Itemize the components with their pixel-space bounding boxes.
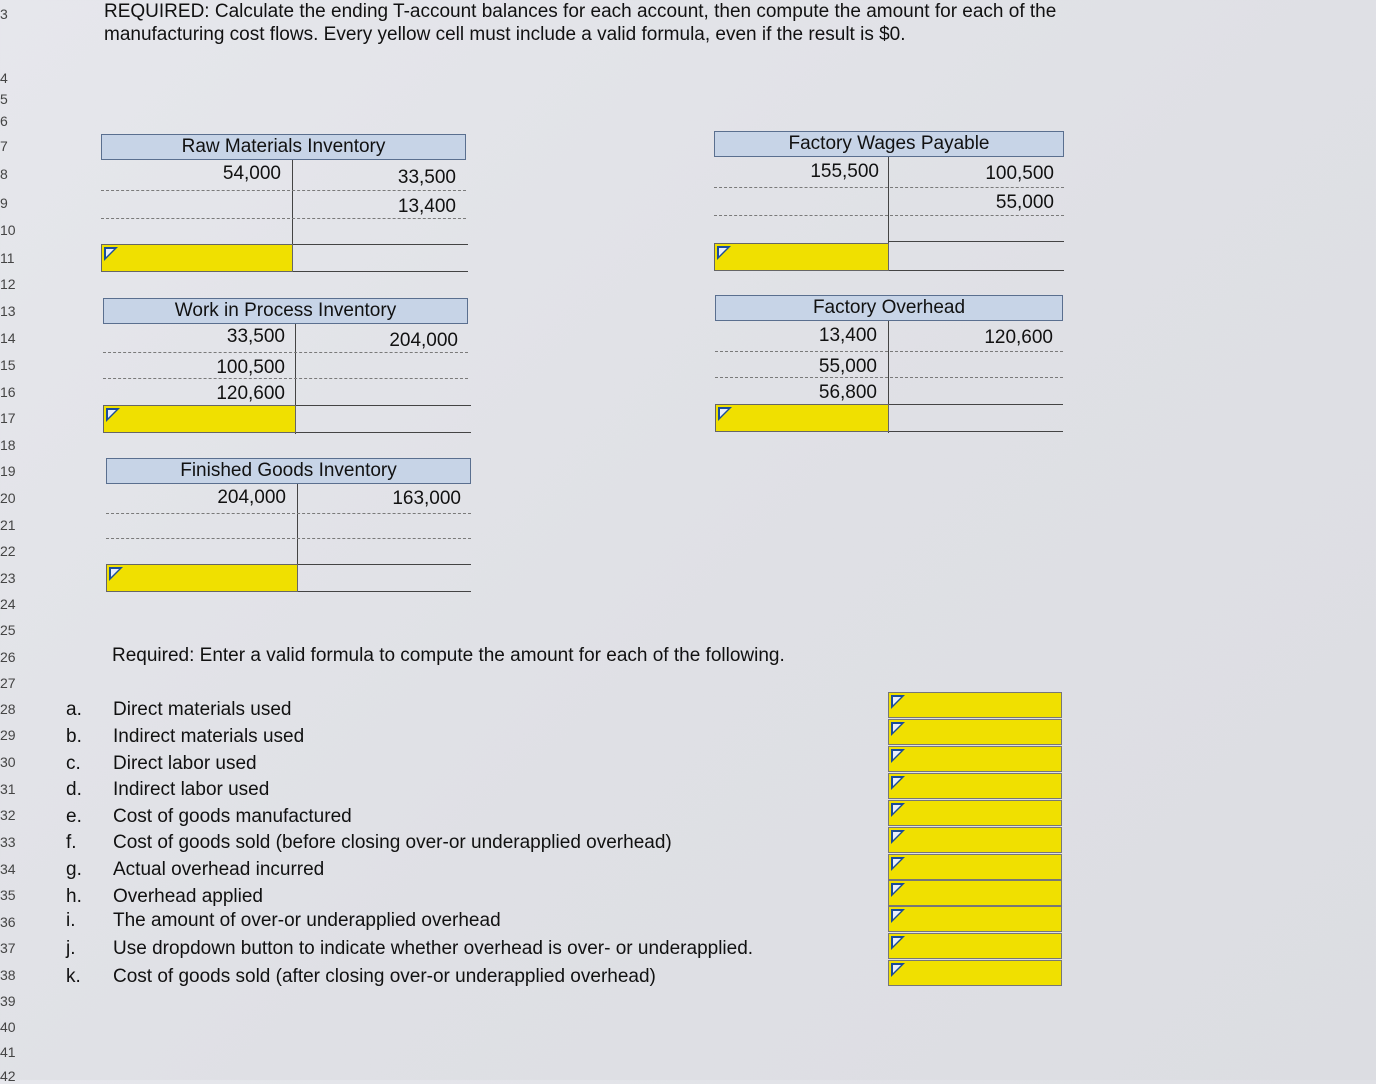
row-separator	[714, 187, 1064, 188]
question-letter: e.	[66, 806, 82, 827]
row-separator	[101, 190, 466, 191]
debit-cell[interactable]: 204,000	[217, 487, 286, 508]
comment-marker-icon	[891, 936, 905, 950]
row-separator	[106, 538, 471, 539]
question-text: Indirect materials used	[113, 726, 305, 747]
answer-cell[interactable]	[888, 800, 1062, 826]
question-text: Cost of goods sold (after closing over-or underapplied overhead)	[113, 966, 656, 987]
t-rule	[889, 270, 1064, 271]
t-rule	[298, 564, 471, 565]
t-account-title[interactable]: Raw Materials Inventory	[101, 134, 466, 160]
required-heading: Required: Enter a valid formula to compute the amount for each of the following.	[112, 645, 785, 666]
credit-cell[interactable]: 120,600	[984, 327, 1053, 348]
row-number[interactable]: 27	[0, 675, 16, 691]
ending-balance-cell[interactable]	[106, 564, 298, 592]
comment-marker-icon	[891, 963, 905, 977]
row-number[interactable]: 40	[0, 1019, 16, 1035]
row-number[interactable]: 15	[0, 357, 16, 373]
row-number[interactable]: 23	[0, 570, 16, 586]
row-number[interactable]: 39	[0, 993, 16, 1009]
comment-marker-icon	[891, 909, 905, 923]
question-text: The amount of over-or underapplied overhead	[113, 910, 501, 931]
row-number[interactable]: 8	[0, 166, 8, 182]
question-text: Indirect labor used	[113, 779, 270, 800]
row-number[interactable]: 19	[0, 463, 16, 479]
row-number[interactable]: 6	[0, 113, 8, 129]
t-account-title[interactable]: Factory Overhead	[715, 295, 1063, 321]
question-letter: i.	[66, 910, 76, 931]
row-number[interactable]: 36	[0, 914, 16, 930]
t-rule	[889, 431, 1063, 432]
question-text: Cost of goods sold (before closing over-or underapplied overhead)	[113, 832, 672, 853]
t-rule	[293, 244, 468, 245]
comment-marker-icon	[891, 883, 905, 897]
row-number[interactable]: 26	[0, 649, 16, 665]
comment-marker-icon	[106, 408, 120, 422]
question-text: Direct materials used	[113, 699, 292, 720]
comment-marker-icon	[891, 695, 905, 709]
row-number[interactable]: 35	[0, 887, 16, 903]
row-number[interactable]: 29	[0, 727, 16, 743]
t-account-title[interactable]: Factory Wages Payable	[714, 131, 1064, 157]
question-text: Cost of goods manufactured	[113, 806, 352, 827]
answer-cell[interactable]	[888, 854, 1062, 880]
t-rule	[296, 405, 471, 406]
ending-balance-cell[interactable]	[714, 243, 889, 271]
row-separator	[101, 218, 466, 219]
credit-cell[interactable]: 33,500	[397, 167, 456, 188]
row-separator	[103, 378, 468, 379]
credit-cell[interactable]: 100,500	[985, 163, 1054, 184]
answer-cell[interactable]	[888, 960, 1062, 986]
row-number[interactable]: 11	[0, 250, 15, 266]
comment-marker-icon	[891, 722, 905, 736]
answer-cell[interactable]	[888, 827, 1062, 853]
row-number[interactable]: 33	[0, 834, 16, 850]
debit-cell[interactable]: 120,600	[216, 383, 285, 404]
question-letter: f.	[66, 832, 77, 853]
row-number[interactable]: 22	[0, 543, 16, 559]
row-number[interactable]: 30	[0, 754, 16, 770]
debit-cell[interactable]: 100,500	[216, 357, 285, 378]
comment-marker-icon	[717, 246, 731, 260]
row-number[interactable]: 31	[0, 781, 16, 797]
row-number[interactable]: 9	[0, 195, 8, 211]
comment-marker-icon	[891, 857, 905, 871]
debit-cell[interactable]: 13,400	[818, 325, 877, 346]
ending-balance-cell[interactable]	[103, 405, 296, 433]
comment-marker-icon	[718, 407, 732, 421]
t-rule	[293, 271, 468, 272]
debit-cell[interactable]: 155,500	[810, 161, 879, 182]
answer-cell[interactable]	[888, 692, 1062, 718]
t-account-title[interactable]: Finished Goods Inventory	[106, 458, 471, 484]
row-number[interactable]: 21	[0, 517, 16, 533]
question-letter: k.	[66, 966, 81, 987]
row-number[interactable]: 20	[0, 490, 16, 506]
row-separator	[715, 377, 1063, 378]
ending-balance-cell[interactable]	[715, 404, 889, 432]
credit-cell[interactable]: 13,400	[397, 196, 456, 217]
t-rule	[296, 432, 471, 433]
row-separator	[715, 351, 1063, 352]
question-letter: h.	[66, 886, 82, 907]
row-number[interactable]: 32	[0, 807, 16, 823]
row-number[interactable]: 17	[0, 410, 16, 426]
row-number[interactable]: 41	[0, 1044, 16, 1060]
comment-marker-icon	[109, 567, 123, 581]
credit-cell[interactable]: 55,000	[995, 192, 1054, 213]
answer-cell[interactable]	[888, 906, 1062, 932]
question-letter: j.	[66, 938, 76, 959]
row-number[interactable]: 18	[0, 437, 16, 453]
answer-cell[interactable]	[888, 880, 1062, 906]
question-letter: g.	[66, 859, 82, 880]
debit-cell[interactable]: 54,000	[222, 163, 281, 184]
question-letter: c.	[66, 753, 81, 774]
debit-cell[interactable]: 55,000	[818, 356, 877, 377]
answer-cell[interactable]	[888, 773, 1062, 799]
comment-marker-icon	[891, 749, 905, 763]
comment-marker-icon	[891, 803, 905, 817]
credit-cell[interactable]: 204,000	[389, 330, 458, 351]
debit-cell[interactable]: 56,800	[818, 382, 877, 403]
debit-cell[interactable]: 33,500	[226, 326, 285, 347]
row-separator	[106, 513, 471, 514]
row-number[interactable]: 5	[0, 91, 8, 107]
row-number[interactable]: 7	[0, 138, 8, 154]
row-number[interactable]: 10	[0, 222, 16, 238]
row-number[interactable]: 14	[0, 330, 16, 346]
instructions-text: REQUIRED: Calculate the ending T-account balances for each account, then compute the amount for each of the manufacturing cost flows. Every yellow cell must include a valid formula, even if the result is $0.	[104, 1, 1057, 45]
row-number[interactable]: 4	[0, 70, 8, 86]
row-number[interactable]: 13	[0, 303, 16, 319]
credit-cell[interactable]: 163,000	[392, 488, 461, 509]
answer-cell[interactable]	[888, 746, 1062, 772]
row-number[interactable]: 25	[0, 622, 16, 638]
row-number[interactable]: 42	[0, 1068, 16, 1084]
t-account-title[interactable]: Work in Process Inventory	[103, 298, 468, 324]
row-separator	[103, 352, 468, 353]
t-rule	[889, 241, 1064, 242]
comment-marker-icon	[104, 247, 118, 261]
row-number[interactable]: 28	[0, 701, 16, 717]
question-text: Use dropdown button to indicate whether overhead is over- or underapplied.	[113, 938, 754, 959]
question-text: Direct labor used	[113, 753, 257, 774]
question-letter: a.	[66, 699, 82, 720]
row-number[interactable]: 3	[0, 6, 8, 22]
row-number[interactable]: 38	[0, 967, 16, 983]
question-letter: b.	[66, 726, 82, 747]
row-number[interactable]: 37	[0, 940, 16, 956]
comment-marker-icon	[891, 830, 905, 844]
ending-balance-cell[interactable]	[101, 244, 293, 272]
row-number[interactable]: 34	[0, 861, 16, 877]
row-number[interactable]: 16	[0, 384, 16, 400]
t-rule	[298, 591, 471, 592]
question-text: Actual overhead incurred	[113, 859, 325, 880]
t-rule	[889, 404, 1063, 405]
row-separator	[714, 215, 1064, 216]
question-text: Overhead applied	[113, 886, 263, 907]
answer-cell[interactable]	[888, 719, 1062, 745]
row-number[interactable]: 12	[0, 276, 16, 292]
comment-marker-icon	[891, 776, 905, 790]
question-letter: d.	[66, 779, 82, 800]
row-number[interactable]: 24	[0, 596, 16, 612]
overhead-dropdown[interactable]	[888, 933, 1062, 959]
